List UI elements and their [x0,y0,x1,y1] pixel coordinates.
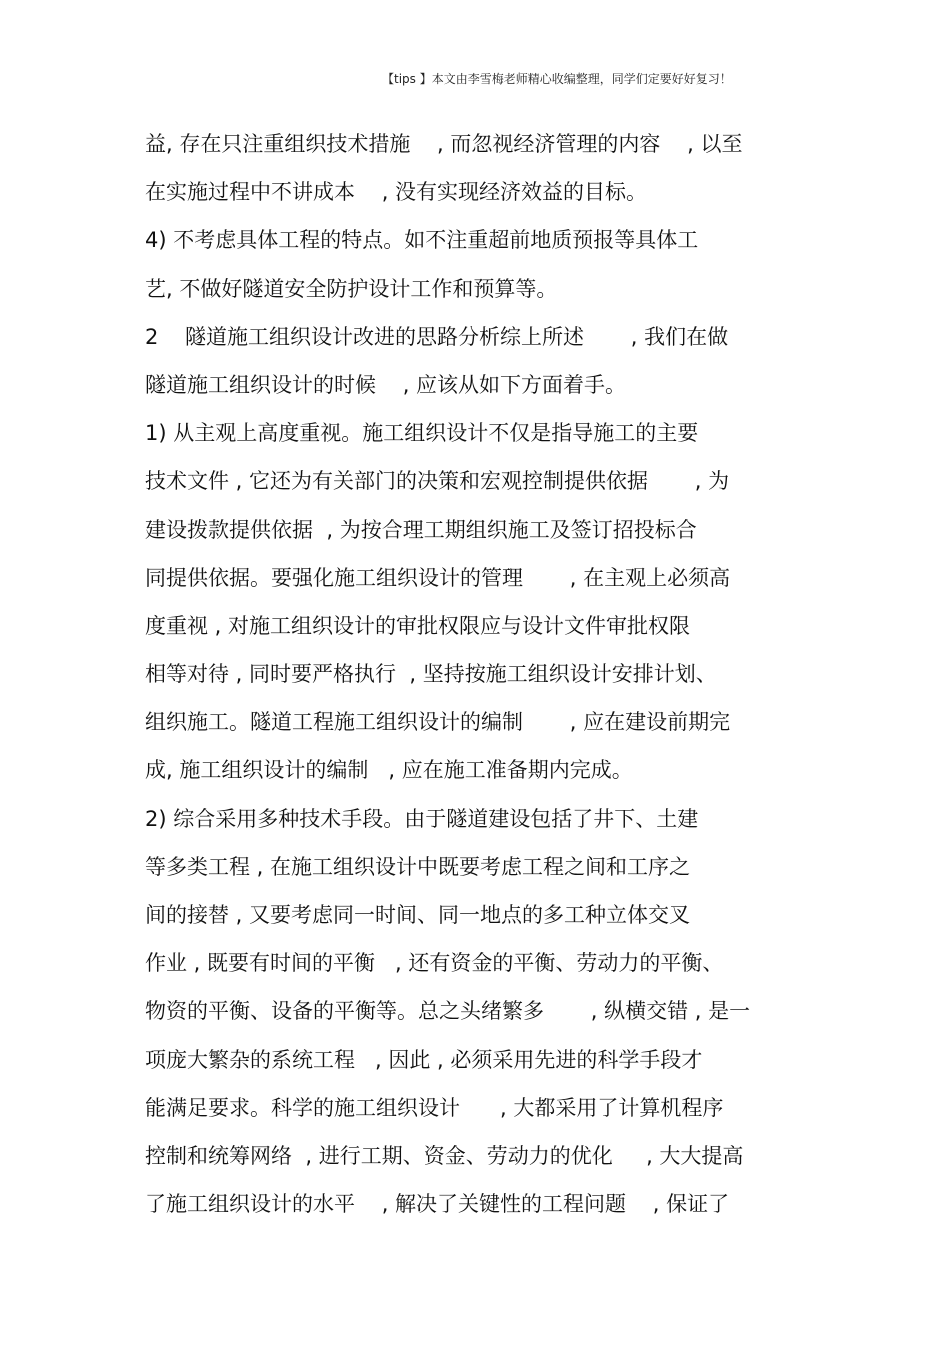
text-line: 物资的平衡、设备的平衡等。总之头绪繁多 , 纵横交错 , 是一 [145,999,751,1024]
text-line: 作业 , 既要有时间的平衡 , 还有资金的平衡、劳动力的平衡、 [145,951,724,976]
text-line: 1) 从主观上高度重视。施工组织设计不仅是指导施工的主要 [145,421,699,446]
text-line: 了施工组织设计的水平 , 解决了关键性的工程问题 , 保证了 [145,1192,730,1217]
text-line: 同提供依据。要强化施工组织设计的管理 , 在主观上必须高 [145,565,731,590]
text-line: 组织施工。隧道工程施工组织设计的编制 , 应在建设前期完 [145,710,731,735]
text-line: 间的接替 , 又要考虑同一时间、同一地点的多工种立体交叉 [145,903,691,927]
text-line: 艺, 不做好隧道安全防护设计工作和预算等。 [145,276,558,301]
header-tip: 【tips 】本文由李雪梅老师精心收编整理，同学们定要好好复习！ [382,72,732,86]
body-text [145,120,935,1228]
text-line: 相等对待 , 同时要严格执行 , 坚持按施工组织设计安排计划、 [145,662,717,687]
text-line: 等多类工程 , 在施工组织设计中既要考虑工程之间和工序之 [145,854,691,879]
text-line: 技术文件 , 它还为有关部门的决策和宏观控制提供依据 , 为 [145,469,730,494]
text-line: 控制和统筹网络 , 进行工期、资金、劳动力的优化 , 大大提高 [145,1143,744,1168]
text-line: 能满足要求。科学的施工组织设计 , 大都采用了计算机程序 [145,1095,724,1120]
text-line: 建设拨款提供依据 , 为按合理工期组织施工及签订招投标合 [145,517,697,542]
text-line: 度重视 , 对施工组织设计的审批权限应与设计文件审批权限 [145,613,691,638]
text-line: 2 隧道施工组织设计改进的思路分析综上所述 , 我们在做 [145,324,729,349]
text-line: 2) 综合采用多种技术手段。由于隧道建设包括了井下、土建 [145,806,699,831]
text-line: 益, 存在只注重组织技术措施 , 而忽视经济管理的内容 , 以至 [145,132,743,156]
text-line: 4) 不考虑具体工程的特点。如不注重超前地质预报等具体工 [145,228,699,253]
text-line: 项庞大繁杂的系统工程 , 因此 , 必须采用先进的科学手段才 [145,1047,703,1072]
text-line: 成, 施工组织设计的编制 , 应在施工准备期内完成。 [145,758,633,783]
text-line: 隧道施工组织设计的时候 , 应该从如下方面着手。 [145,372,627,397]
text-line: 在实施过程中不讲成本 , 没有实现经济效益的目标。 [145,180,648,205]
